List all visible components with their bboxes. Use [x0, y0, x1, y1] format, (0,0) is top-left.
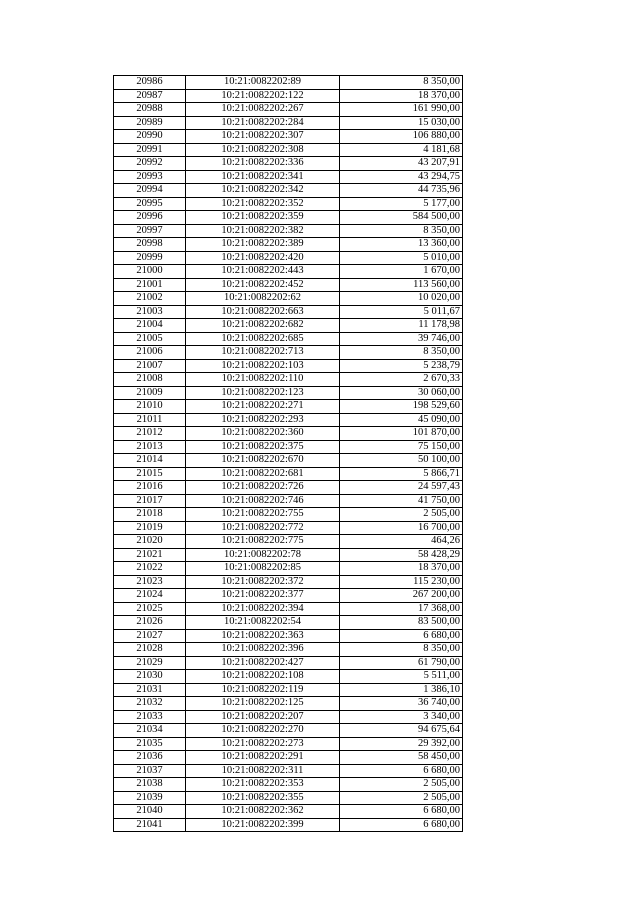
- table-row: [114, 521, 463, 535]
- table-row: [114, 184, 463, 198]
- table-row: [114, 224, 463, 238]
- row-number-cell: 21031: [114, 683, 186, 697]
- table-row: [114, 413, 463, 427]
- amount-cell: 17 368,00: [340, 602, 463, 616]
- amount-cell: 5 010,00: [340, 251, 463, 265]
- row-number-cell: 21012: [114, 427, 186, 441]
- row-number-cell: 20997: [114, 224, 186, 238]
- cadastral-number-cell: 10:21:0082202:382: [186, 224, 340, 238]
- row-number-cell: 21017: [114, 494, 186, 508]
- row-number-cell: 20989: [114, 116, 186, 130]
- row-number-cell: 21001: [114, 278, 186, 292]
- row-number-cell: 21016: [114, 481, 186, 495]
- amount-cell: 113 560,00: [340, 278, 463, 292]
- cadastral-number-cell: 10:21:0082202:271: [186, 400, 340, 414]
- amount-cell: 5 177,00: [340, 197, 463, 211]
- row-number-cell: 21010: [114, 400, 186, 414]
- amount-cell: 3 340,00: [340, 710, 463, 724]
- table-row: [114, 103, 463, 117]
- row-number-cell: 20993: [114, 170, 186, 184]
- table-row: [114, 616, 463, 630]
- amount-cell: 44 735,96: [340, 184, 463, 198]
- cadastral-number-cell: 10:21:0082202:85: [186, 562, 340, 576]
- table-row: [114, 143, 463, 157]
- cadastral-number-cell: 10:21:0082202:682: [186, 319, 340, 333]
- cadastral-number-cell: 10:21:0082202:772: [186, 521, 340, 535]
- table-row: [114, 724, 463, 738]
- amount-cell: 24 597,43: [340, 481, 463, 495]
- cadastral-number-cell: 10:21:0082202:54: [186, 616, 340, 630]
- amount-cell: 58 428,29: [340, 548, 463, 562]
- table-body: [114, 76, 463, 832]
- row-number-cell: 20990: [114, 130, 186, 144]
- table-row: [114, 265, 463, 279]
- cadastral-number-cell: 10:21:0082202:685: [186, 332, 340, 346]
- amount-cell: 198 529,60: [340, 400, 463, 414]
- cadastral-number-cell: 10:21:0082202:377: [186, 589, 340, 603]
- cadastral-number-cell: 10:21:0082202:746: [186, 494, 340, 508]
- row-number-cell: 21033: [114, 710, 186, 724]
- cadastral-number-cell: 10:21:0082202:713: [186, 346, 340, 360]
- cadastral-number-cell: 10:21:0082202:726: [186, 481, 340, 495]
- table-row: [114, 818, 463, 832]
- cadastral-number-cell: 10:21:0082202:352: [186, 197, 340, 211]
- amount-cell: 464,26: [340, 535, 463, 549]
- row-number-cell: 21036: [114, 751, 186, 765]
- table-row: [114, 751, 463, 765]
- amount-cell: 94 675,64: [340, 724, 463, 738]
- table-row: [114, 683, 463, 697]
- row-number-cell: 21034: [114, 724, 186, 738]
- table-row: [114, 89, 463, 103]
- cadastral-number-cell: 10:21:0082202:89: [186, 76, 340, 90]
- row-number-cell: 21004: [114, 319, 186, 333]
- cadastral-number-cell: 10:21:0082202:273: [186, 737, 340, 751]
- row-number-cell: 20988: [114, 103, 186, 117]
- cadastral-number-cell: 10:21:0082202:755: [186, 508, 340, 522]
- row-number-cell: 21000: [114, 265, 186, 279]
- cadastral-number-cell: 10:21:0082202:372: [186, 575, 340, 589]
- row-number-cell: 21025: [114, 602, 186, 616]
- amount-cell: 8 350,00: [340, 76, 463, 90]
- table-row: [114, 238, 463, 252]
- row-number-cell: 20991: [114, 143, 186, 157]
- cadastral-number-cell: 10:21:0082202:420: [186, 251, 340, 265]
- amount-cell: 8 350,00: [340, 643, 463, 657]
- row-number-cell: 21018: [114, 508, 186, 522]
- cadastral-number-cell: 10:21:0082202:394: [186, 602, 340, 616]
- row-number-cell: 21039: [114, 791, 186, 805]
- cadastral-number-cell: 10:21:0082202:389: [186, 238, 340, 252]
- amount-cell: 61 790,00: [340, 656, 463, 670]
- cadastral-number-cell: 10:21:0082202:291: [186, 751, 340, 765]
- cadastral-number-cell: 10:21:0082202:353: [186, 778, 340, 792]
- amount-cell: 8 350,00: [340, 346, 463, 360]
- row-number-cell: 21035: [114, 737, 186, 751]
- row-number-cell: 21005: [114, 332, 186, 346]
- cadastral-number-cell: 10:21:0082202:360: [186, 427, 340, 441]
- row-number-cell: 21008: [114, 373, 186, 387]
- amount-cell: 8 350,00: [340, 224, 463, 238]
- table-row: [114, 278, 463, 292]
- table-row: [114, 454, 463, 468]
- cadastral-number-cell: 10:21:0082202:363: [186, 629, 340, 643]
- table-row: [114, 373, 463, 387]
- cadastral-number-cell: 10:21:0082202:775: [186, 535, 340, 549]
- table-row: [114, 400, 463, 414]
- row-number-cell: 21037: [114, 764, 186, 778]
- table-row: [114, 805, 463, 819]
- table-row: [114, 737, 463, 751]
- table-row: [114, 629, 463, 643]
- amount-cell: 101 870,00: [340, 427, 463, 441]
- table-row: [114, 562, 463, 576]
- amount-cell: 75 150,00: [340, 440, 463, 454]
- table-row: [114, 494, 463, 508]
- amount-cell: 5 011,67: [340, 305, 463, 319]
- amount-cell: 161 990,00: [340, 103, 463, 117]
- cadastral-number-cell: 10:21:0082202:663: [186, 305, 340, 319]
- table-row: [114, 643, 463, 657]
- table-row: [114, 130, 463, 144]
- amount-cell: 29 392,00: [340, 737, 463, 751]
- table-row: [114, 535, 463, 549]
- cadastral-number-cell: 10:21:0082202:122: [186, 89, 340, 103]
- table-row: [114, 778, 463, 792]
- row-number-cell: 21013: [114, 440, 186, 454]
- cadastral-number-cell: 10:21:0082202:670: [186, 454, 340, 468]
- row-number-cell: 21019: [114, 521, 186, 535]
- table-row: [114, 386, 463, 400]
- amount-cell: 30 060,00: [340, 386, 463, 400]
- amount-cell: 6 680,00: [340, 805, 463, 819]
- table-row: [114, 305, 463, 319]
- row-number-cell: 21029: [114, 656, 186, 670]
- amount-cell: 36 740,00: [340, 697, 463, 711]
- cadastral-number-cell: 10:21:0082202:375: [186, 440, 340, 454]
- row-number-cell: 21006: [114, 346, 186, 360]
- cadastral-number-cell: 10:21:0082202:681: [186, 467, 340, 481]
- amount-cell: 267 200,00: [340, 589, 463, 603]
- amount-cell: 6 680,00: [340, 629, 463, 643]
- cadastral-table: [113, 75, 463, 832]
- cadastral-number-cell: 10:21:0082202:293: [186, 413, 340, 427]
- amount-cell: 6 680,00: [340, 818, 463, 832]
- amount-cell: 2 670,33: [340, 373, 463, 387]
- row-number-cell: 20986: [114, 76, 186, 90]
- amount-cell: 1 386,10: [340, 683, 463, 697]
- amount-cell: 39 746,00: [340, 332, 463, 346]
- cadastral-number-cell: 10:21:0082202:399: [186, 818, 340, 832]
- row-number-cell: 20994: [114, 184, 186, 198]
- table-row: [114, 548, 463, 562]
- amount-cell: 106 880,00: [340, 130, 463, 144]
- row-number-cell: 21011: [114, 413, 186, 427]
- row-number-cell: 21028: [114, 643, 186, 657]
- row-number-cell: 21015: [114, 467, 186, 481]
- table-row: [114, 481, 463, 495]
- cadastral-number-cell: 10:21:0082202:336: [186, 157, 340, 171]
- table-row: [114, 332, 463, 346]
- table-row: [114, 427, 463, 441]
- cadastral-number-cell: 10:21:0082202:443: [186, 265, 340, 279]
- cadastral-number-cell: 10:21:0082202:396: [186, 643, 340, 657]
- table-row: [114, 197, 463, 211]
- table-row: [114, 670, 463, 684]
- cadastral-number-cell: 10:21:0082202:108: [186, 670, 340, 684]
- cadastral-number-cell: 10:21:0082202:78: [186, 548, 340, 562]
- table-row: [114, 157, 463, 171]
- amount-cell: 18 370,00: [340, 89, 463, 103]
- cadastral-number-cell: 10:21:0082202:270: [186, 724, 340, 738]
- row-number-cell: 21003: [114, 305, 186, 319]
- table-row: [114, 602, 463, 616]
- amount-cell: 5 238,79: [340, 359, 463, 373]
- amount-cell: 2 505,00: [340, 791, 463, 805]
- table-row: [114, 319, 463, 333]
- table-row: [114, 589, 463, 603]
- table-row: [114, 697, 463, 711]
- table-row: [114, 251, 463, 265]
- row-number-cell: 21020: [114, 535, 186, 549]
- amount-cell: 18 370,00: [340, 562, 463, 576]
- row-number-cell: 20987: [114, 89, 186, 103]
- amount-cell: 2 505,00: [340, 508, 463, 522]
- row-number-cell: 20995: [114, 197, 186, 211]
- cadastral-number-cell: 10:21:0082202:452: [186, 278, 340, 292]
- amount-cell: 45 090,00: [340, 413, 463, 427]
- row-number-cell: 21027: [114, 629, 186, 643]
- amount-cell: 10 020,00: [340, 292, 463, 306]
- cadastral-number-cell: 10:21:0082202:311: [186, 764, 340, 778]
- table-row: [114, 710, 463, 724]
- amount-cell: 5 866,71: [340, 467, 463, 481]
- table-row: [114, 508, 463, 522]
- row-number-cell: 21041: [114, 818, 186, 832]
- row-number-cell: 21024: [114, 589, 186, 603]
- row-number-cell: 21032: [114, 697, 186, 711]
- cadastral-number-cell: 10:21:0082202:207: [186, 710, 340, 724]
- amount-cell: 1 670,00: [340, 265, 463, 279]
- table-row: [114, 575, 463, 589]
- cadastral-number-cell: 10:21:0082202:125: [186, 697, 340, 711]
- cadastral-number-cell: 10:21:0082202:359: [186, 211, 340, 225]
- table-row: [114, 116, 463, 130]
- cadastral-number-cell: 10:21:0082202:341: [186, 170, 340, 184]
- table-row: [114, 656, 463, 670]
- row-number-cell: 21014: [114, 454, 186, 468]
- row-number-cell: 20999: [114, 251, 186, 265]
- table-row: [114, 170, 463, 184]
- amount-cell: 2 505,00: [340, 778, 463, 792]
- row-number-cell: 21021: [114, 548, 186, 562]
- amount-cell: 16 700,00: [340, 521, 463, 535]
- amount-cell: 41 750,00: [340, 494, 463, 508]
- cadastral-number-cell: 10:21:0082202:267: [186, 103, 340, 117]
- table-row: [114, 211, 463, 225]
- row-number-cell: 21038: [114, 778, 186, 792]
- cadastral-number-cell: 10:21:0082202:119: [186, 683, 340, 697]
- cadastral-number-cell: 10:21:0082202:308: [186, 143, 340, 157]
- amount-cell: 43 207,91: [340, 157, 463, 171]
- amount-cell: 83 500,00: [340, 616, 463, 630]
- table-row: [114, 791, 463, 805]
- row-number-cell: 21040: [114, 805, 186, 819]
- row-number-cell: 21007: [114, 359, 186, 373]
- amount-cell: 58 450,00: [340, 751, 463, 765]
- table-row: [114, 359, 463, 373]
- table-row: [114, 764, 463, 778]
- row-number-cell: 21009: [114, 386, 186, 400]
- table-row: [114, 467, 463, 481]
- table-row: [114, 292, 463, 306]
- cadastral-number-cell: 10:21:0082202:110: [186, 373, 340, 387]
- row-number-cell: 21022: [114, 562, 186, 576]
- table-row: [114, 346, 463, 360]
- row-number-cell: 21023: [114, 575, 186, 589]
- cadastral-number-cell: 10:21:0082202:62: [186, 292, 340, 306]
- row-number-cell: 20992: [114, 157, 186, 171]
- table-row: [114, 440, 463, 454]
- cadastral-number-cell: 10:21:0082202:103: [186, 359, 340, 373]
- amount-cell: 15 030,00: [340, 116, 463, 130]
- amount-cell: 4 181,68: [340, 143, 463, 157]
- amount-cell: 11 178,98: [340, 319, 463, 333]
- row-number-cell: 21026: [114, 616, 186, 630]
- row-number-cell: 21030: [114, 670, 186, 684]
- amount-cell: 50 100,00: [340, 454, 463, 468]
- cadastral-number-cell: 10:21:0082202:123: [186, 386, 340, 400]
- cadastral-number-cell: 10:21:0082202:307: [186, 130, 340, 144]
- row-number-cell: 21002: [114, 292, 186, 306]
- row-number-cell: 20996: [114, 211, 186, 225]
- amount-cell: 584 500,00: [340, 211, 463, 225]
- amount-cell: 13 360,00: [340, 238, 463, 252]
- amount-cell: 43 294,75: [340, 170, 463, 184]
- amount-cell: 6 680,00: [340, 764, 463, 778]
- cadastral-number-cell: 10:21:0082202:427: [186, 656, 340, 670]
- cadastral-number-cell: 10:21:0082202:355: [186, 791, 340, 805]
- row-number-cell: 20998: [114, 238, 186, 252]
- cadastral-number-cell: 10:21:0082202:342: [186, 184, 340, 198]
- cadastral-number-cell: 10:21:0082202:362: [186, 805, 340, 819]
- cadastral-number-cell: 10:21:0082202:284: [186, 116, 340, 130]
- amount-cell: 115 230,00: [340, 575, 463, 589]
- table-row: [114, 76, 463, 90]
- amount-cell: 5 511,00: [340, 670, 463, 684]
